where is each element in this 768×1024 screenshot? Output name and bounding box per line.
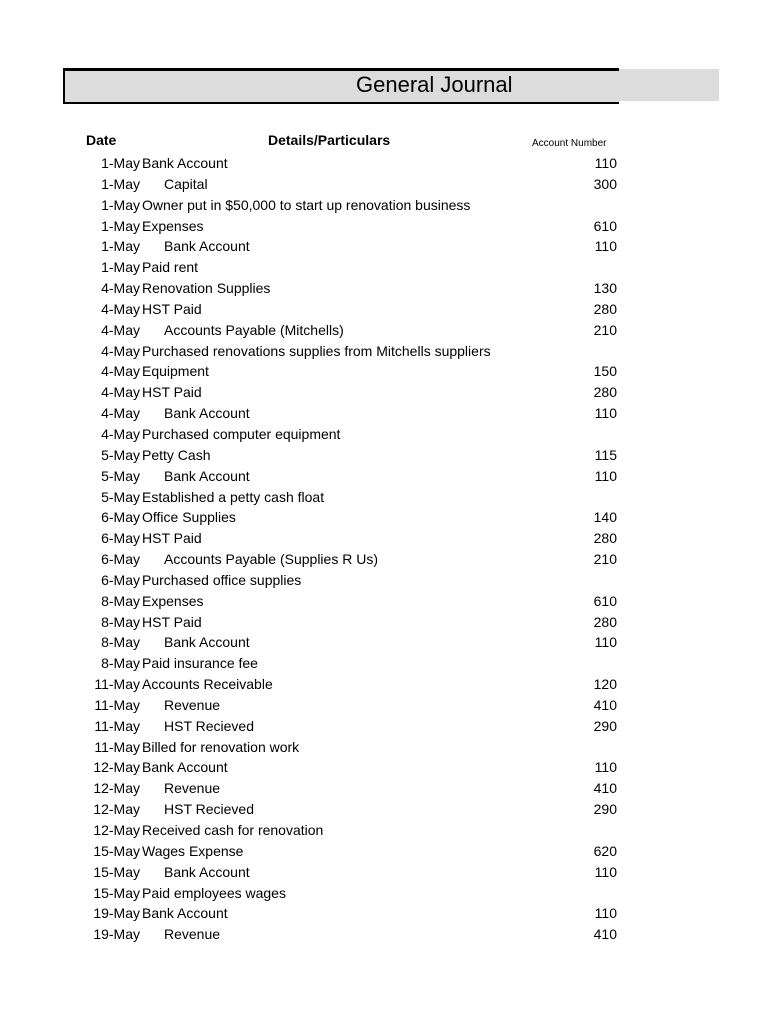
entry-details: HST Paid [142,384,202,401]
entry-date: 4-May [101,384,140,401]
entry-account-number: 280 [593,300,617,317]
table-row [0,674,768,695]
entry-date: 5-May [101,467,140,484]
table-row [0,153,768,174]
entry-account-number: 110 [594,405,617,422]
column-header-details: Details/Particulars [268,132,391,148]
table-row [0,737,768,758]
entry-details: Purchased office supplies [142,571,302,588]
entry-account-number: 210 [593,551,617,568]
entry-details: Paid insurance fee [142,655,258,672]
entry-date: 19-May [93,905,140,922]
entry-details: Accounts Payable (Supplies R Us) [164,551,378,568]
table-row [0,320,768,341]
entry-date: 8-May [101,634,140,651]
entry-date: 12-May [93,780,140,797]
entry-details: Wages Expense [142,842,244,859]
table-row [0,632,768,653]
entry-date: 1-May [101,238,140,255]
table-row [0,341,768,362]
table-row [0,570,768,591]
table-row [0,216,768,237]
entry-details: Revenue [164,780,221,797]
entry-account-number: 410 [593,696,617,713]
table-row [0,862,768,883]
entry-date: 11-May [94,717,140,734]
table-row [0,549,768,570]
table-row [0,612,768,633]
table-row [0,716,768,737]
entry-date: 4-May [101,300,140,317]
entry-details: Bank Account [164,863,250,880]
entry-account-number: 110 [594,634,617,651]
entry-date: 11-May [94,696,140,713]
entry-account-number: 110 [594,863,617,880]
entry-date: 4-May [101,405,140,422]
entry-date: 12-May [93,822,140,838]
entry-date: 6-May [101,509,140,526]
entry-date: 1-May [101,217,140,234]
entry-date: 19-May [93,926,140,943]
entry-account-number: 110 [594,467,617,484]
table-row [0,299,768,320]
title-band [619,69,719,101]
table-row [0,382,768,403]
table-row [0,799,768,820]
entry-account-number: 210 [593,321,617,338]
entry-account-number: 110 [594,905,617,922]
entry-date: 15-May [93,863,140,880]
entry-details: Bank Account [164,238,250,255]
entry-details: Bank Account [142,905,228,922]
entry-account-number: 110 [594,238,617,255]
entry-date: 11-May [94,676,140,693]
entry-date: 1-May [101,175,140,192]
table-row [0,653,768,674]
table-row [0,695,768,716]
entry-date: 4-May [101,342,140,359]
table-row [0,424,768,445]
table-row [0,257,768,278]
entry-date: 8-May [101,613,140,630]
entry-details: Owner put in $50,000 to start up renovation business [142,196,471,213]
entry-date: 4-May [101,425,140,442]
entry-date: 15-May [93,842,140,859]
entry-details: HST Recieved [164,801,255,818]
entry-date: 12-May [93,759,140,776]
entry-details: Expenses [142,217,204,234]
entry-details: Renovation Supplies [142,280,271,297]
entry-date: 5-May [101,446,140,463]
entry-account-number: 280 [593,613,617,630]
entry-account-number: 130 [593,280,617,297]
entry-details: Accounts Receivable [142,676,273,693]
entry-date: 1-May [101,259,140,276]
entry-details: Revenue [164,926,221,943]
entry-account-number: 280 [593,530,617,547]
entry-details: Bank Account [142,759,228,776]
entry-details: HST Recieved [164,717,255,734]
entry-account-number: 150 [593,363,617,380]
table-row [0,466,768,487]
entry-account-number: 140 [593,509,617,526]
entry-account-number: 410 [593,926,617,943]
table-row [0,841,768,862]
entry-details: Accounts Payable (Mitchells) [164,321,344,338]
journal-entries [0,153,768,945]
table-row [0,403,768,424]
table-row [0,445,768,466]
entry-date: 6-May [101,571,140,588]
table-row [0,528,768,549]
entry-details: Equipment [142,363,209,380]
entry-date: 8-May [101,655,140,672]
table-row [0,278,768,299]
column-header-date: Date [86,132,117,148]
entry-details: Capital [164,175,208,192]
entry-details: HST Paid [142,613,202,630]
table-row [0,361,768,382]
entry-details: Received cash for renovation [142,822,324,838]
entry-details: Petty Cash [142,446,211,463]
entry-date: 4-May [101,363,140,380]
entry-account-number: 110 [594,155,617,171]
table-row [0,778,768,799]
entry-date: 15-May [93,884,140,901]
table-row [0,757,768,778]
entry-details: HST Paid [142,530,202,547]
entry-date: 8-May [101,592,140,609]
entry-details: Bank Account [164,467,250,484]
entry-details: Bank Account [142,155,228,171]
entry-account-number: 110 [594,759,617,776]
table-row [0,507,768,528]
entry-date: 6-May [101,530,140,547]
table-row [0,883,768,904]
table-row [0,174,768,195]
entry-date: 4-May [101,280,140,297]
entry-date: 12-May [93,801,140,818]
table-row [0,195,768,216]
entry-account-number: 300 [593,175,617,192]
entry-details: Bank Account [164,634,250,651]
entry-details: Paid rent [142,259,199,276]
entry-date: 11-May [94,738,140,755]
entry-account-number: 410 [593,780,617,797]
entry-account-number: 120 [593,676,617,693]
table-row [0,820,768,841]
entry-details: Purchased renovations supplies from Mitchells suppliers [142,342,491,359]
title-box [63,68,619,104]
entry-account-number: 610 [593,217,617,234]
entry-details: Paid employees wages [142,884,286,901]
entry-details: Purchased computer equipment [142,425,341,442]
table-row [0,236,768,257]
entry-date: 5-May [101,488,140,505]
entry-account-number: 280 [593,384,617,401]
entry-details: Expenses [142,592,204,609]
table-row [0,591,768,612]
entry-details: Billed for renovation work [142,738,300,755]
table-row [0,487,768,508]
column-header-account-number: Account Number [532,138,607,149]
entry-details: Revenue [164,696,221,713]
entry-account-number: 610 [593,592,617,609]
entry-details: Office Supplies [142,509,236,526]
entry-date: 1-May [101,196,140,213]
table-row [0,903,768,924]
entry-date: 4-May [101,321,140,338]
entry-details: HST Paid [142,300,202,317]
table-row [0,924,768,945]
entry-date: 1-May [101,155,140,171]
entry-details: Bank Account [164,405,250,422]
entry-account-number: 115 [594,446,617,463]
entry-account-number: 620 [593,842,617,859]
entry-account-number: 290 [593,717,617,734]
entry-date: 6-May [101,551,140,568]
entry-account-number: 290 [593,801,617,818]
page-title: General Journal [356,72,513,97]
entry-details: Established a petty cash float [142,488,325,505]
